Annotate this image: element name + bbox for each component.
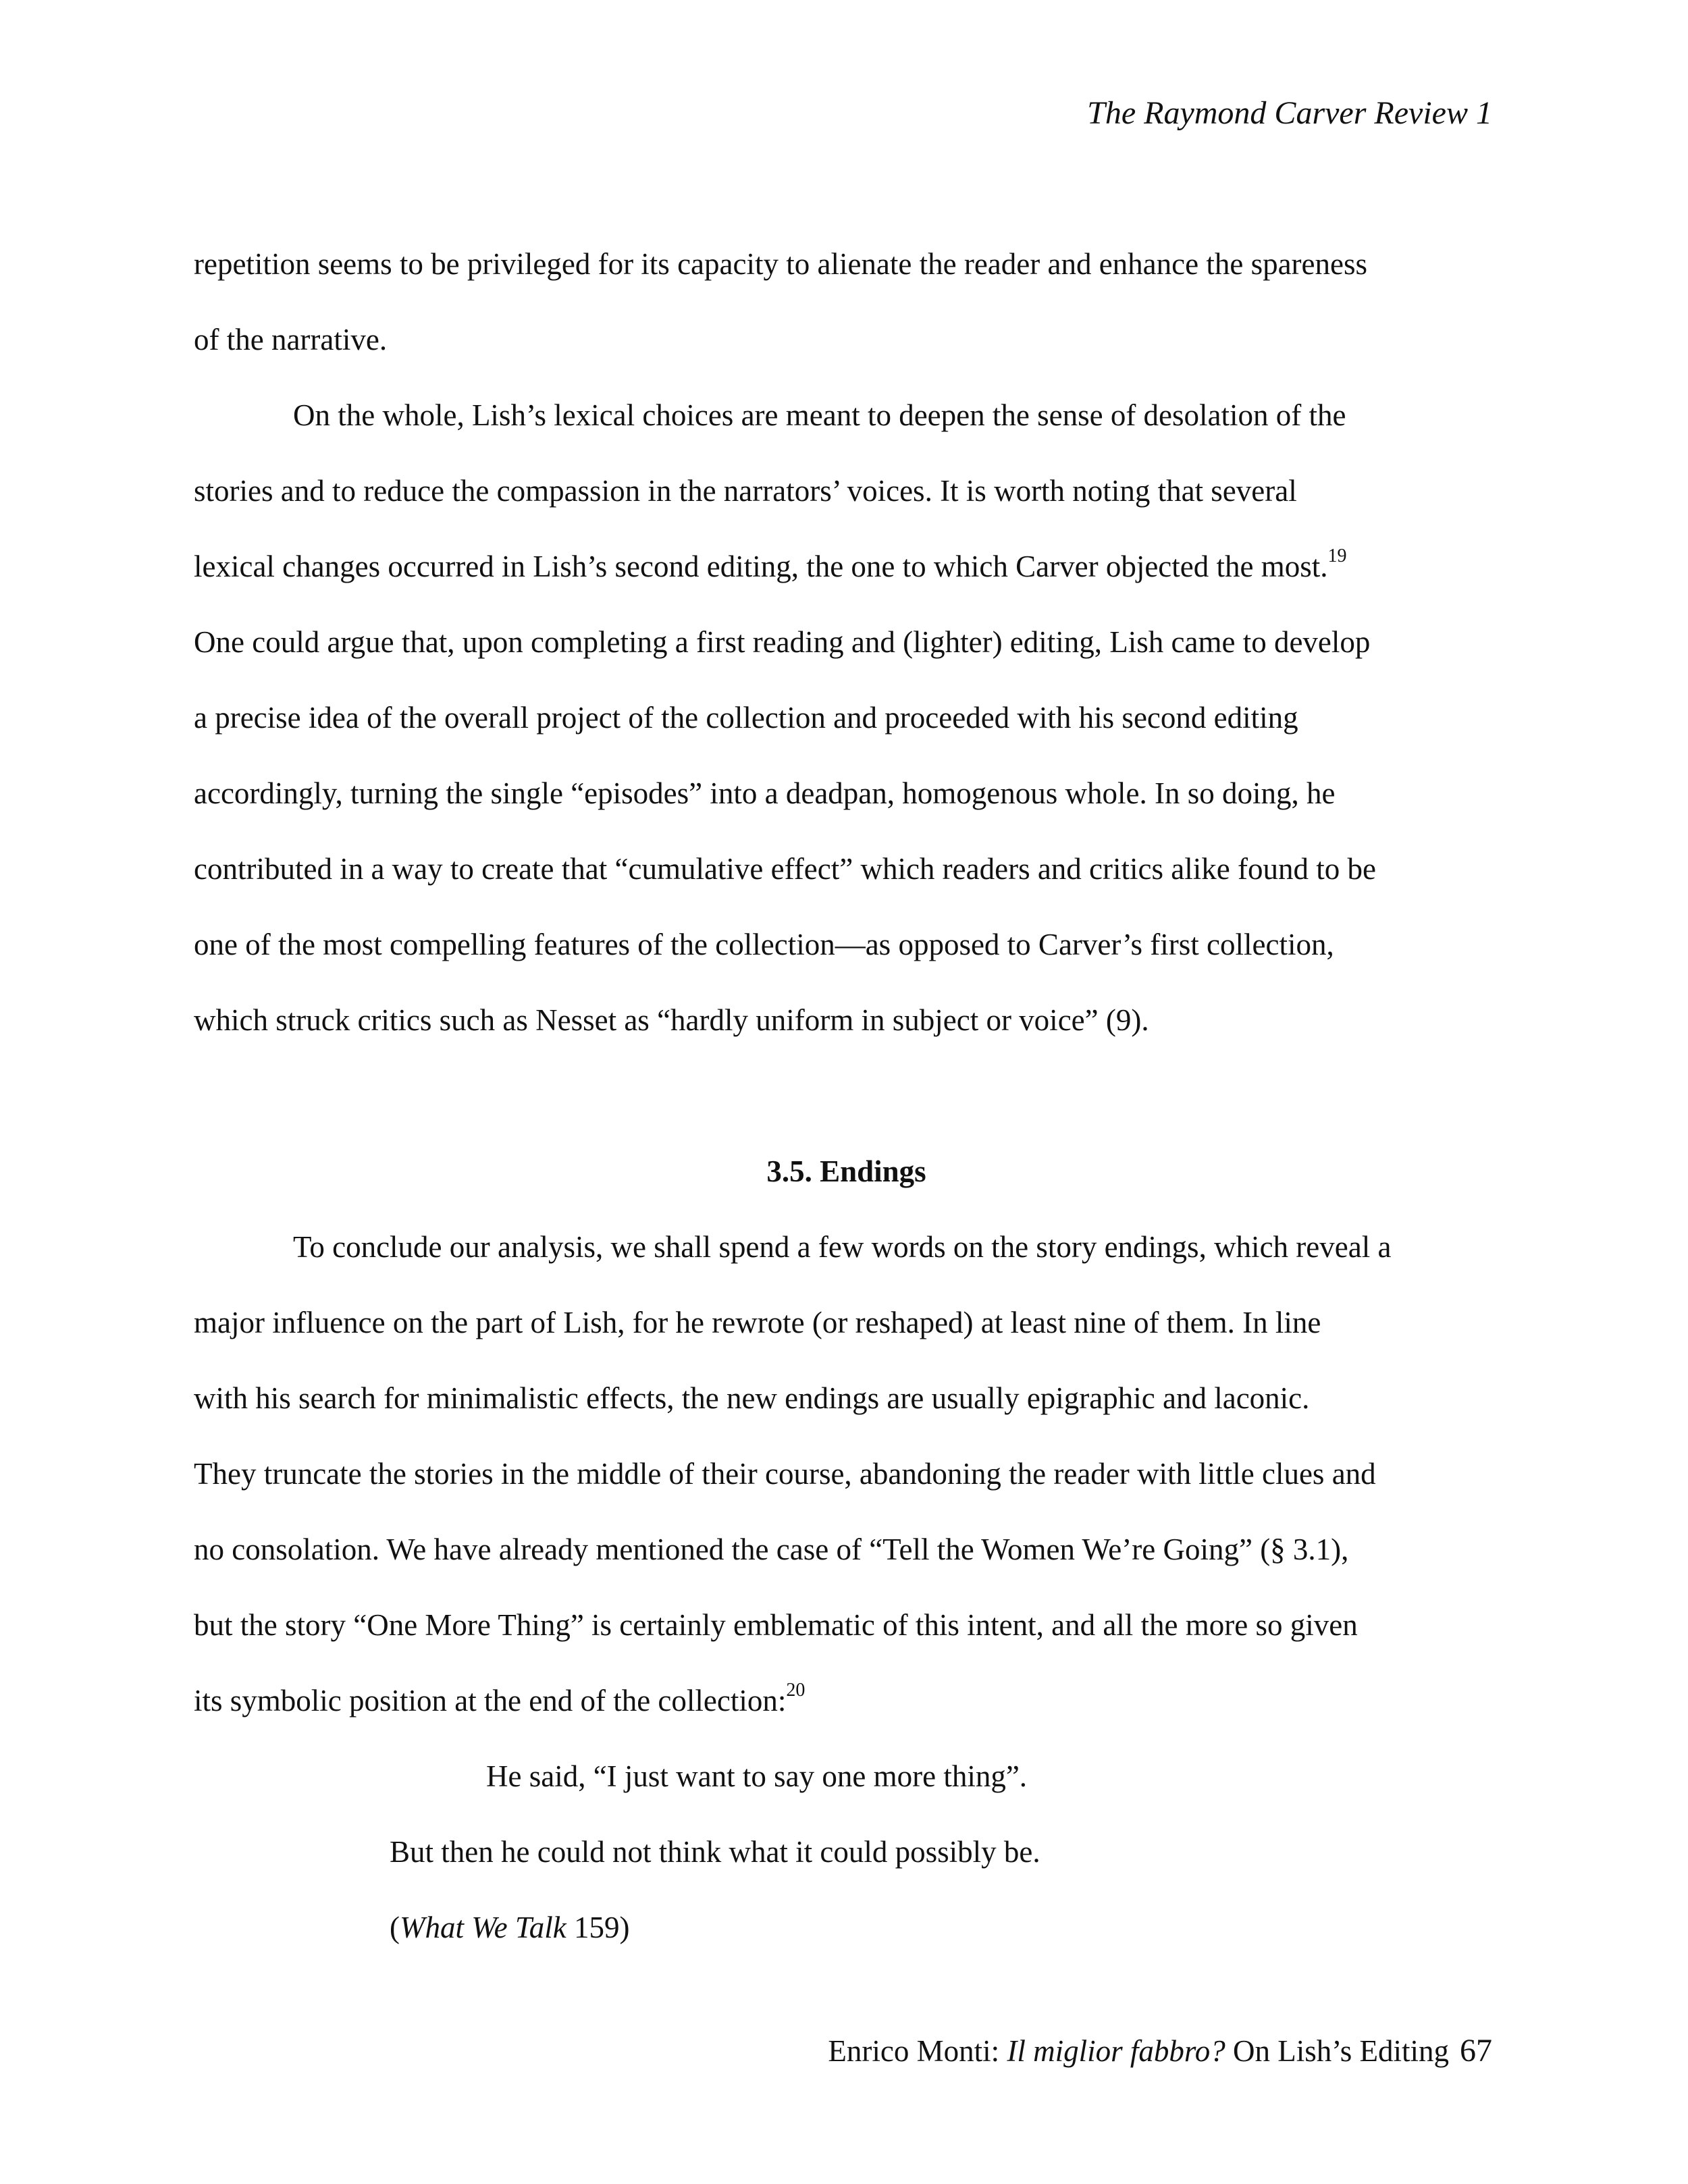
quotation-citation bbox=[194, 1890, 1499, 1965]
paragraph-2-line-6: accordingly, turning the single “episodes” into a deadpan, homogenous whole. In so doing, he bbox=[194, 776, 1336, 810]
running-head: The Raymond Carver Review 1 bbox=[1087, 95, 1492, 131]
paragraph-2-line-1: On the whole, Lish’s lexical choices are meant to deepen the sense of desolation of the bbox=[293, 398, 1346, 432]
paragraph-3-line-4: They truncate the stories in the middle of their course, abandoning the reader with little clues and bbox=[194, 1457, 1376, 1491]
footnote-ref-19[interactable]: 19 bbox=[1327, 545, 1347, 566]
quotation-line-2: But then he could not think what it could possibly be. bbox=[390, 1835, 1040, 1869]
paragraph-2-line-7: contributed in a way to create that “cumulative effect” which readers and critics alike found to be bbox=[194, 852, 1376, 886]
paragraph-1-line-1: repetition seems to be privileged for its capacity to alienate the reader and enhance the spareness bbox=[194, 247, 1368, 281]
footer-author: Enrico Monti: bbox=[828, 2034, 1007, 2068]
paragraph-2-line-3 bbox=[194, 529, 1499, 604]
paragraph-3-line-1: To conclude our analysis, we shall spend a few words on the story endings, which reveal a bbox=[293, 1230, 1392, 1264]
page-footer bbox=[828, 2032, 1492, 2069]
body-text bbox=[194, 226, 1499, 1965]
paragraph-1-line-2: of the narrative. bbox=[194, 323, 388, 356]
paragraph-3-line-7-text: its symbolic position at the end of the collection: bbox=[194, 1684, 787, 1717]
citation-title: What We Talk bbox=[400, 1911, 566, 1944]
citation-rest: 159) bbox=[566, 1911, 630, 1944]
paragraph-3-line-5: no consolation. We have already mentioned the case of “Tell the Women We’re Going” (§ 3.1), bbox=[194, 1533, 1349, 1566]
citation-open: ( bbox=[390, 1911, 400, 1944]
quotation-line-1: He said, “I just want to say one more thing”. bbox=[486, 1759, 1028, 1793]
footer-title-rest: On Lish’s Editing bbox=[1225, 2034, 1449, 2068]
footer-title-italic: Il miglior fabbro? bbox=[1007, 2034, 1225, 2068]
page-number: 67 bbox=[1460, 2033, 1492, 2069]
paragraph-2-line-4: One could argue that, upon completing a first reading and (lighter) editing, Lish came to develop bbox=[194, 625, 1371, 659]
section-heading: 3.5. Endings bbox=[766, 1154, 926, 1188]
paragraph-2-line-9: which struck critics such as Nesset as “hardly uniform in subject or voice” (9). bbox=[194, 1003, 1149, 1037]
paragraph-3-line-6: but the story “One More Thing” is certainly emblematic of this intent, and all the more so given bbox=[194, 1608, 1358, 1642]
section-spacer bbox=[194, 1058, 1499, 1134]
paragraph-2-line-3-text: lexical changes occurred in Lish’s second editing, the one to which Carver objected the most. bbox=[194, 550, 1328, 583]
paragraph-2-line-5: a precise idea of the overall project of the collection and proceeded with his second editing bbox=[194, 701, 1298, 735]
paragraph-3-line-3: with his search for minimalistic effects, the new endings are usually epigraphic and laconic. bbox=[194, 1381, 1310, 1415]
footnote-ref-20[interactable]: 20 bbox=[786, 1680, 806, 1701]
paragraph-3-line-2: major influence on the part of Lish, for he rewrote (or reshaped) at least nine of them. In line bbox=[194, 1306, 1321, 1339]
paragraph-2-line-8: one of the most compelling features of the collection—as opposed to Carver’s first collection, bbox=[194, 928, 1334, 961]
paragraph-2-line-2: stories and to reduce the compassion in the narrators’ voices. It is worth noting that several bbox=[194, 474, 1297, 508]
paragraph-3-line-7 bbox=[194, 1663, 1499, 1738]
